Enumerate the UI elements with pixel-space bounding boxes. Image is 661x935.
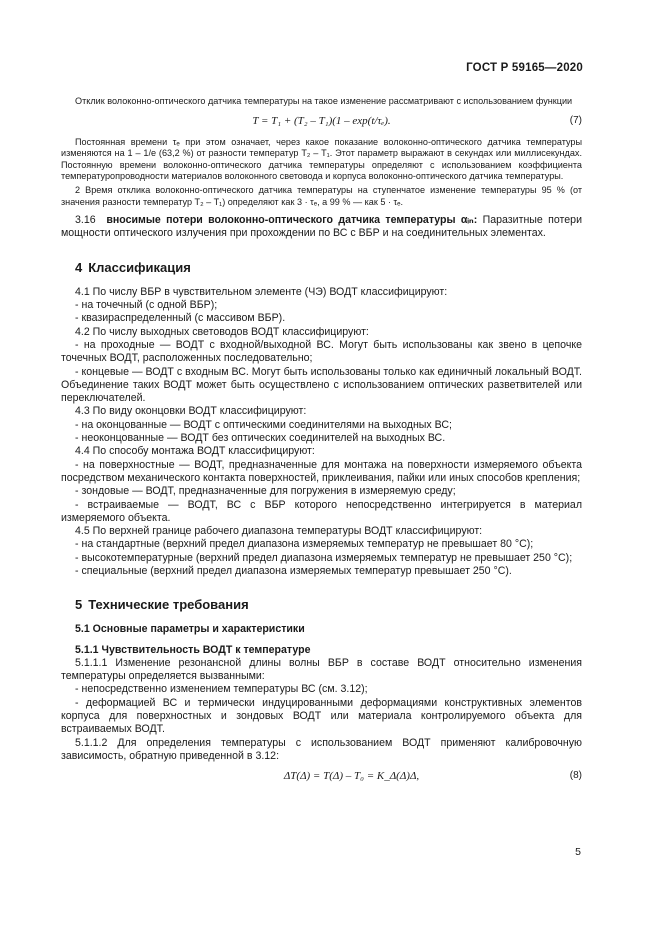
time-constant-paragraph: Постоянная времени τₑ при этом означает, через какое показание волоконно-оптического датчика температуры изменяются на 1 – 1/e (63,2 %) от разности температур T₂ – T₁. Этот параметр выражают в секундах или миллисекундах. Постоянную времени волоконно-оптического датчика температуры определяют с использованием коэффициента температуропроводности материалов волоконного световода и корпуса волоконно-оптического датчика температуры. — [61, 136, 582, 182]
section-5-title: Технические требования — [88, 597, 249, 613]
section-5-number: 5 — [75, 597, 83, 613]
list-item: 4.3 По виду оконцовки ВОДТ классифицируют: — [75, 405, 307, 418]
list-item: - непосредственно изменением температуры ВС (см. 3.12); — [75, 683, 368, 696]
term-3-16-definition: Паразитные потери мощности оптического излучения при прохождении по ВС с ВБР и на соединительных элементах. — [61, 214, 582, 240]
equation-8-number: (8) — [569, 770, 582, 782]
subsection-5-1-1-heading: 5.1.1 Чувствительность ВОДТ к температуре — [75, 643, 311, 656]
equation-7-number: (7) — [569, 114, 582, 126]
list-item: 4.2 По числу выходных световодов ВОДТ классифицируют: — [75, 325, 369, 338]
list-item: - на точечный (с одной ВБР); — [75, 299, 218, 312]
page-body — [61, 96, 582, 792]
list-item: - деформацией ВС и термически индуцированными деформациями конструктивных элементов корпуса для поверхностных и зондовых ВОДТ или материала контролируемого объекта для встраиваемых ВОДТ. — [61, 696, 582, 736]
list-item: - на оконцованные — ВОДТ с оптическими соединителями на выходных ВС; — [75, 418, 452, 431]
list-item: 4.1 По числу ВБР в чувствительном элементе (ЧЭ) ВОДТ классифицируют: — [75, 285, 448, 298]
list-item: - концевые — ВОДТ с входным ВС. Могут быть использованы только как единичный локальный ВОДТ. Объединение таких ВОДТ может быть осуществлено с использованием оптических разветвителей или переключателей. — [61, 365, 582, 405]
equation-8 — [61, 770, 582, 785]
equation-8-formula: ΔT(Δ) = T(Δ) – T₀ = K_Δ(Δ)Δ, — [283, 770, 420, 783]
list-item: 4.5 По верхней границе рабочего диапазона температуры ВОДТ классифицируют: — [75, 525, 483, 538]
note-2: 2 Время отклика волоконно-оптического датчика температуры на ступенчатое изменение температуры 95 % (от значения разности температур T₂ – T₁) определяют как 3 · τₑ, а 99 % — как 5 · τₑ. — [61, 184, 582, 207]
list-item: - неоконцованные — ВОДТ без оптических соединителей на выходных ВС. — [75, 432, 446, 445]
subsection-5-1-heading: 5.1 Основные параметры и характеристики — [75, 623, 305, 636]
list-item: - специальные (верхний предел диапазона измеряемых температур превышает 250 °C). — [75, 564, 512, 577]
list-item: 4.4 По способу монтажа ВОДТ классифицируют: — [75, 445, 315, 458]
term-3-16-title: вносимые потери волоконно-оптического датчика температуры αᵢₙ: — [106, 214, 478, 227]
list-item: - встраиваемые — ВОДТ, ВС с ВБР которого непосредственно интегрируется в материал измеряемого объекта. — [61, 498, 582, 524]
list-item: - зондовые — ВОДТ, предназначенные для погружения в измеряемую среду; — [75, 485, 456, 498]
list-item: - на проходные — ВОДТ с входной/выходной ВС. Могут быть использованы как звено в цепочке точечных ВОДТ, расположенных последовательно; — [61, 338, 582, 365]
section-4-number: 4 — [75, 259, 83, 275]
list-item: - на поверхностные — ВОДТ, предназначенные для монтажа на поверхности измеряемого объекта посредством механического контакта поверхностей, приклеивания, пайки или иных способов крепления; — [61, 458, 582, 484]
list-item: 5.1.1.2 Для определения температуры с использованием ВОДТ применяют калибровочную зависимость, обратную приведенной в 3.12: — [61, 736, 582, 762]
equation-7 — [61, 115, 582, 130]
list-item: - высокотемпературные (верхний предел диапазона измеряемых температур не превышает 250 °C); — [75, 551, 573, 564]
standard-header: ГОСТ Р 59165—2020 — [466, 62, 583, 74]
equation-7-formula: T = T₁ + (T₂ – T₁)(1 – exp(t/τₑ). — [252, 114, 391, 127]
section-4-title: Классификация — [88, 259, 191, 275]
term-3-16 — [61, 214, 582, 241]
list-item: - на стандартные (верхний предел диапазона измеряемых температур не превышает 80 °C); — [75, 538, 534, 551]
list-item: 5.1.1.1 Изменение резонансной длины волны ВБР в составе ВОДТ относительно изменения температуры определяется вызванными: — [61, 656, 582, 683]
list-item: - квазираспределенный (с массивом ВБР). — [75, 312, 286, 325]
page-number: 5 — [575, 846, 581, 858]
term-3-16-number: 3.16 — [75, 214, 96, 227]
section-4-heading — [75, 260, 582, 276]
response-paragraph: Отклик волоконно-оптического датчика температуры на такое изменение рассматривают с использованием функции — [75, 96, 573, 106]
section-5-heading — [75, 597, 582, 613]
